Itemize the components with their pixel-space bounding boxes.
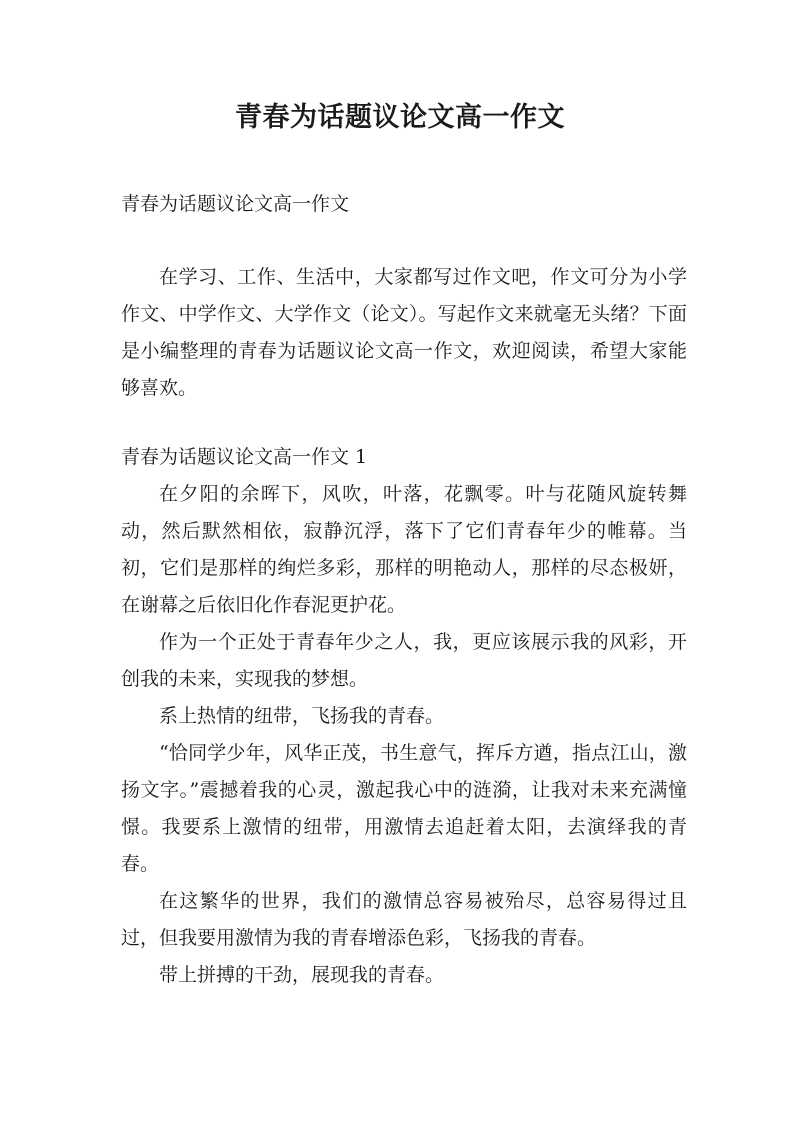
section-heading: 青春为话题议论文高一作文 1 <box>121 446 368 468</box>
document-title: 青春为话题议论文高一作文 <box>235 102 565 133</box>
body-paragraph: 在夕阳的余晖下，风吹，叶落，花飘零。叶与花随风旋转舞动，然后默然相依，寂静沉浮，落下了它们青春年少的帷幕。当初，它们是那样的绚烂多彩，那样的明艳动人，那样的尽态极妍，在谢幕之后依旧化作春泥更护花。 <box>121 483 687 616</box>
body-paragraph: “恰同学少年，风华正茂，书生意气，挥斥方遒，指点江山，激扬文字。”震撼着我的心灵，激起我心中的涟漪，让我对未来充满憧憬。我要系上激情的纽带，用激情去追赶着太阳，去演绎我的青春。 <box>121 742 687 875</box>
document-body <box>121 186 687 994</box>
document-subtitle: 青春为话题议论文高一作文 <box>121 193 350 215</box>
spacer <box>121 223 687 259</box>
spacer <box>121 407 687 439</box>
intro-paragraph: 在学习、工作、生活中，大家都写过作文吧，作文可分为小学作文、中学作文、大学作文（论文）。写起作文来就毫无头绪？下面是小编整理的青春为话题议论文高一作文，欢迎阅读，希望大家能够喜欢。 <box>121 266 687 399</box>
body-paragraph: 在这繁华的世界，我们的激情总容易被殆尽，总容易得过且过，但我要用激情为我的青春增添色彩，飞扬我的青春。 <box>121 890 687 949</box>
body-paragraph: 带上拼搏的干劲，展现我的青春。 <box>159 964 445 986</box>
body-paragraph: 系上热情的纽带，飞扬我的青春。 <box>159 705 445 727</box>
body-paragraph: 作为一个正处于青春年少之人，我，更应该展示我的风彩，开创我的未来，实现我的梦想。 <box>121 631 687 690</box>
